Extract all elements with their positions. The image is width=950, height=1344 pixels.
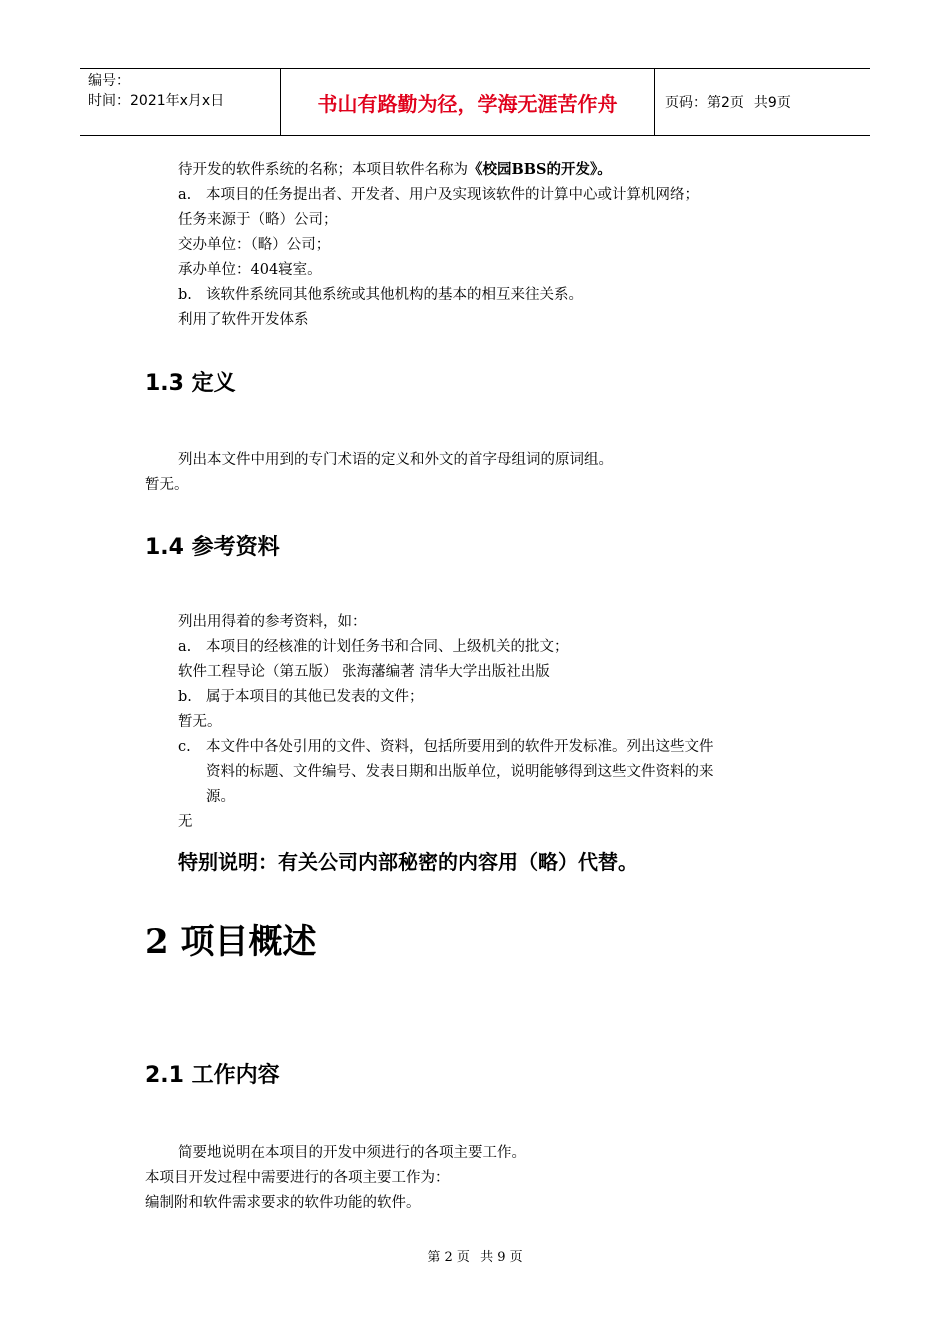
intro-system: 利用了软件开发体系	[178, 312, 309, 328]
header-time: 时间：2021年x月x日	[88, 93, 225, 109]
sec14-desc: 列出用得着的参考资料，如：	[178, 614, 367, 630]
sec14-item-b	[178, 687, 424, 707]
section-title-2-1: 2.1 工作内容	[145, 1063, 280, 1088]
section-title-1-4: 1.4 参考资料	[145, 535, 280, 560]
list-text: 属于本项目的其他已发表的文件；	[206, 689, 424, 705]
sec14-item-a	[178, 637, 569, 657]
executing-unit: 承办单位：404寝室。	[178, 262, 322, 278]
page-header	[80, 68, 870, 136]
intro-line1	[178, 160, 612, 180]
sec14-item-c	[178, 737, 714, 757]
header-total: 共9页	[753, 95, 791, 111]
sec14-item-c-line3: 源。	[206, 789, 235, 805]
project-name: 《校园BBS的开发》。	[468, 161, 612, 178]
list-text: 本文件中各处引用的文件、资料，包括所要用到的软件开发标准。列出这些文件	[206, 739, 714, 755]
footer-page: 第 2 页	[427, 1250, 470, 1265]
section-title-1-3: 1.3 定义	[145, 371, 236, 396]
sec21-desc: 简要地说明在本项目的开发中须进行的各项主要工作。	[178, 1145, 526, 1161]
list-text: 本项目的任务提出者、开发者、用户及实现该软件的计算中心或计算机网络；	[206, 187, 699, 203]
footer-total: 共 9 页	[480, 1250, 523, 1265]
sec14-none: 暂无。	[178, 714, 222, 730]
list-marker: a.	[178, 639, 192, 655]
intro-item-b	[178, 285, 583, 305]
header-page-info	[655, 69, 870, 135]
intro-item-a	[178, 185, 699, 205]
header-motto: 书山有路勤为径，学海无涯苦作舟	[281, 69, 655, 135]
sec21-line2: 编制附和软件需求要求的软件功能的软件。	[145, 1195, 421, 1211]
reference-book: 软件工程导论（第五版） 张海藩编著 清华大学出版社出版	[178, 664, 550, 680]
special-note: 特别说明：有关公司内部秘密的内容用（略）代替。	[178, 850, 638, 874]
sec13-desc: 列出本文件中用到的专门术语的定义和外文的首字母组词的原词组。	[178, 452, 613, 468]
sec14-answer: 无	[178, 814, 193, 830]
header-meta	[80, 69, 281, 135]
list-marker: a.	[178, 187, 192, 203]
chapter-title-2: 2 项目概述	[145, 922, 317, 962]
assigning-unit: 交办单位：（略）公司；	[178, 237, 331, 253]
sec21-line1: 本项目开发过程中需要进行的各项主要工作为：	[145, 1170, 450, 1186]
list-marker: c.	[178, 739, 191, 755]
list-text: 本项目的经核准的计划任务书和合同、上级机关的批文；	[206, 639, 569, 655]
list-text: 该软件系统同其他系统或其他机构的基本的相互来往关系。	[206, 287, 583, 303]
header-number: 编号：	[88, 73, 130, 89]
task-source: 任务来源于（略）公司；	[178, 212, 338, 228]
header-page: 页码：第2页	[665, 95, 744, 111]
list-marker: b.	[178, 689, 192, 705]
intro-line1-text: 待开发的软件系统的名称；本项目软件名称为	[178, 162, 468, 178]
sec14-item-c-line2: 资料的标题、文件编号、发表日期和出版单位，说明能够得到这些文件资料的来	[206, 764, 714, 780]
list-marker: b.	[178, 287, 192, 303]
page-footer	[0, 1246, 950, 1265]
sec13-none: 暂无。	[145, 477, 189, 493]
